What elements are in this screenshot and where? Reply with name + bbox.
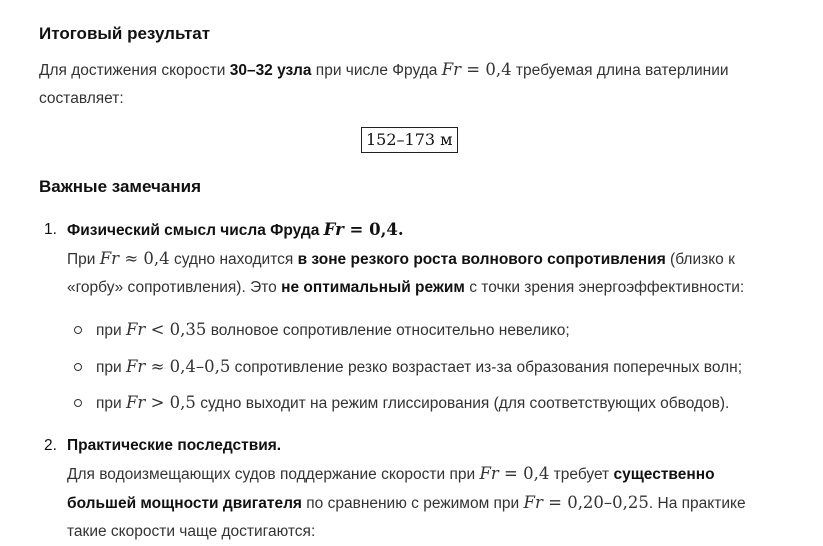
intro-text: Для достижения скорости xyxy=(39,62,230,79)
bullet-item: при Fr < 0,35 волновое сопротивление относительно невелико; xyxy=(96,320,570,339)
bullet-marker xyxy=(74,363,82,371)
list-number: 2. xyxy=(44,437,57,454)
intro-text: при числе Фруда xyxy=(311,62,442,79)
item-title: Физический смысл числа Фруда xyxy=(67,222,324,239)
froude-formula: Fr = 0,4 xyxy=(479,464,550,483)
speed-value: 30–32 узла xyxy=(229,62,312,79)
bullet-item: при Fr > 0,5 судно выходит на режим глиссирования (для соответствующих обводов). xyxy=(96,393,730,412)
intro-text: требуемая длина ватерлинии xyxy=(511,62,729,79)
intro-paragraph xyxy=(39,56,779,113)
froude-formula: Fr = 0,4 xyxy=(441,60,512,79)
bullet-item: при Fr ≈ 0,4–0,5 сопротивление резко возрастает из-за образования поперечных волн; xyxy=(96,357,743,376)
froude-formula: Fr = 0,20–0,25 xyxy=(523,493,649,512)
section-heading-result: Итоговый результат xyxy=(39,24,211,43)
item-title: Практические последствия. xyxy=(67,437,282,454)
froude-formula: Fr ≈ 0,4 xyxy=(99,249,170,268)
list-number: 1. xyxy=(44,221,57,238)
intro-text: составляет: xyxy=(39,90,124,107)
froude-formula: Fr = 0,4. xyxy=(323,220,404,239)
section-heading-notes: Важные замечания xyxy=(39,177,201,196)
result-box: 152–173 м xyxy=(361,127,458,153)
bullet-marker xyxy=(74,399,82,407)
bullet-marker xyxy=(74,326,82,334)
list-item-physical-meaning: Физический смысл числа Фруда Fr = 0,4. При Fr ≈ 0,4 судно находится в зоне резкого роста волнового сопротивления (близко к «горбу» сопротивления). Это не оптимальный режим с точки зрения энергоэффективности: xyxy=(67,220,745,296)
list-item-practical: Практические последствия. Для водоизмещающих судов поддержание скорости при Fr = 0,4 требует существенно большей мощности двигателя по сравнению с режимом при Fr = 0,20–0,25. На практике такие скорости чаще достигаются: xyxy=(67,437,746,540)
